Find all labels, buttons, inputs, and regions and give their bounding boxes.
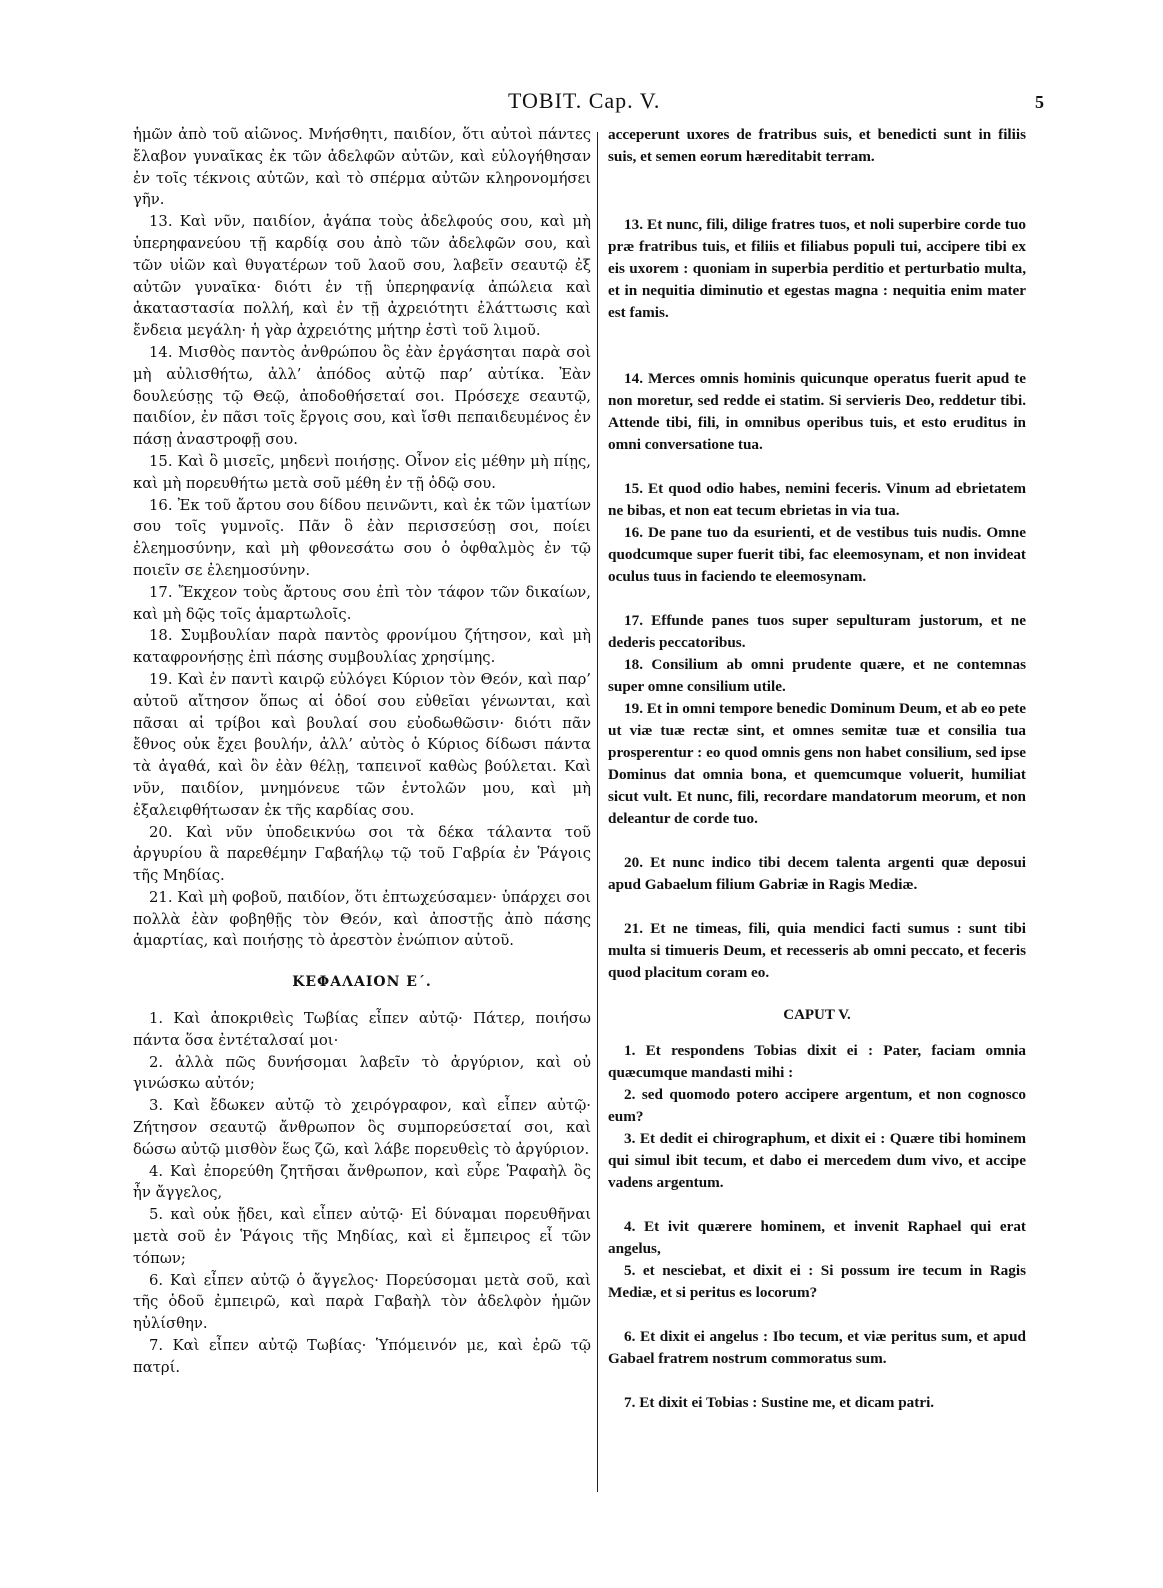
- latin-ch5-verse-2: 2. sed quomodo potero accipere argentum, et non cognosco eum?: [608, 1086, 1026, 1125]
- latin-verse-15: 15. Et quod odio habes, nemini feceris. Vinum ad ebrietatem ne bibas, et non eat tecum ebrietas in via tua.: [608, 480, 1026, 519]
- greek-ch5-verse-7: 7. Καὶ εἶπεν αὐτῷ Τωβίας· Ὑπόμεινόν με, καὶ ἐρῶ τῷ πατρί.: [133, 1337, 591, 1376]
- latin-verse-20: 20. Et nunc indico tibi decem talenta argenti quæ deposui apud Gabaelum filium Gabriæ in Ragis Mediæ.: [608, 854, 1026, 893]
- latin-verse-17: 17. Effunde panes tuos super sepulturam justorum, et ne dederis peccatoribus.: [608, 612, 1026, 651]
- greek-ch5-verse-2: 2. ἀλλὰ πῶς δυνήσομαι λαβεῖν τὸ ἀργύριον, καὶ οὐ γινώσκω αὐτόν;: [133, 1053, 591, 1093]
- greek-verse-17: 17. Ἔκχεον τοὺς ἄρτους σου ἐπὶ τὸν τάφον τῶν δικαίων, καὶ μὴ δῷς τοῖς ἁμαρτωλοῖς.: [133, 583, 591, 623]
- greek-verse-18: 18. Συμβουλίαν παρὰ παντὸς φρονίμου ζήτησον, καὶ μὴ καταφρονήσῃς ἐπὶ πάσης συμβουλίας χρησίμης.: [133, 627, 591, 667]
- latin-ch5-verse-7: 7. Et dixit ei Tobias : Sustine me, et dicam patri.: [624, 1394, 935, 1411]
- latin-verse-14: 14. Merces omnis hominis quicunque operatus fuerit apud te non moretur, sed redde ei statim. Si servieris Deo, reddetur tibi. Attende tibi, fili, in omnibus operibus tuis, et esto eruditus in omni conversatione tua.: [608, 370, 1026, 453]
- greek-verse-21: 21. Καὶ μὴ φοβοῦ, παιδίον, ὅτι ἐπτωχεύσαμεν· ὑπάρχει σοι πολλὰ ἐὰν φοβηθῇς τὸν Θεόν, καὶ ἀποστῇς ἀπὸ πάσης ἁμαρτίας, καὶ ποιήσῃς τὸ ἀρεστὸν ἐνώπιον αὐτοῦ.: [133, 888, 591, 950]
- greek-ch5-verse-3: 3. Καὶ ἔδωκεν αὐτῷ τὸ χειρόγραφον, καὶ εἶπεν αὐτῷ· Ζήτησον σεαυτῷ ἄνθρωπον ὃς συμπορεύσεταί σοι, καὶ δώσω αὐτῷ μισθὸν ἕως ζῶ, καὶ λάβε πορευθεὶς τὸ ἀργύριον.: [133, 1097, 591, 1158]
- greek-ch5-verse-6: 6. Καὶ εἶπεν αὐτῷ ὁ ἄγγελος· Πορεύσομαι μετὰ σοῦ, καὶ τῆς ὁδοῦ ἐμπειρῶ, καὶ παρὰ Γαβαὴλ τὸν ἀδελφὸν ἡμῶν ηὐλίσθην.: [133, 1271, 591, 1333]
- greek-verse-20: 20. Καὶ νῦν ὑποδεικνύω σοι τὰ δέκα τάλαντα τοῦ ἀργυρίου ἃ παρεθέμην Γαβαήλῳ τῷ τοῦ Γαβρία ἐν Ῥάγοις τῆς Μηδίας.: [133, 823, 591, 885]
- greek-verse-16: 16. Ἐκ τοῦ ἄρτου σου δίδου πεινῶντι, καὶ ἐκ τῶν ἱματίων σου τοῖς γυμνοῖς. Πᾶν ὃ ἐὰν περισσεύσῃ σοι, ποίει ἐλεημοσύνην, καὶ μὴ φθονεσάτω σου ὁ ὀφθαλμὸς ἐν τῷ ποιεῖν σε ἐλεημοσύνην.: [133, 496, 591, 579]
- latin-ch5-verse-5: 5. et nesciebat, et dixit ei : Si possum ire tecum in Ragis Mediæ, et si peritus es locorum?: [608, 1262, 1026, 1301]
- latin-verse-18: 18. Consilium ab omni prudente quære, et ne contemnas super omne consilium utile.: [608, 656, 1026, 695]
- page-number: 5: [1035, 92, 1044, 112]
- latin-ch5-verse-1: 1. Et respondens Tobias dixit ei : Pater, faciam omnia quæcumque mandasti mihi :: [608, 1042, 1026, 1081]
- greek-verse-15: 15. Καὶ ὃ μισεῖς, μηδενὶ ποιήσῃς. Οἶνον εἰς μέθην μὴ πίῃς, καὶ μὴ πορευθήτω μετὰ σοῦ μέθη ἐν τῇ ὁδῷ σου.: [133, 452, 591, 492]
- latin-verse-13: 13. Et nunc, fili, dilige fratres tuos, et noli superbire corde tuo præ fratribus tuis, et filiis et filiabus populi tui, accipere tibi ex eis uxorem : quoniam in superbia perditio et perturbatio multa, et in nequitia diminutio et egestas magna : nequitia enim mater est famis.: [608, 216, 1026, 321]
- latin-verse-19: 19. Et in omni tempore benedic Dominum Deum, et ab eo pete ut viæ tuæ rectæ sint, et omnes semitæ tuæ et consilia tua prosperentur : eo quod omnis gens non habet consilium, sed ipse Dominus dat omnia bona, et quemcumque voluerit, humiliat sicut vult. Et nunc, fili, recordare mandatorum meorum, et non deleantur de corde tuo.: [608, 700, 1026, 827]
- greek-ch5-verse-1: 1. Καὶ ἀποκριθεὶς Τωβίας εἶπεν αὐτῷ· Πάτερ, ποιήσω πάντα ὅσα ἐντέταλσαί μοι·: [133, 1010, 591, 1049]
- running-head: [0, 88, 1163, 118]
- greek-ch5-verse-4: 4. Καὶ ἐπορεύθη ζητῆσαι ἄνθρωπον, καὶ εὗρε Ῥαφαὴλ ὃς ἦν ἄγγελος,: [133, 1162, 591, 1202]
- latin-ch5-verse-4: 4. Et ivit quærere hominem, et invenit Raphael qui erat angelus,: [608, 1218, 1026, 1257]
- latin-ch5-verse-3: 3. Et dedit ei chirographum, et dixit ei : Quære tibi hominem qui simul ibit tecum, et dabo ei mercedem dum vivo, et accipe vadens argentum.: [608, 1130, 1026, 1191]
- latin-verse-21: 21. Et ne timeas, fili, quia mendici facti sumus : sunt tibi multa si timueris Deum, et recesseris ab omni peccato, et feceris quod placitum coram eo.: [608, 920, 1026, 981]
- latin-continuation: acceperunt uxores de fratribus suis, et benedicti sunt in filiis suis, et semen eorum hæreditabit terram.: [608, 126, 1026, 165]
- greek-verse-19: 19. Καὶ ἐν παντὶ καιρῷ εὐλόγει Κύριον τὸν Θεόν, καὶ παρ’ αὐτοῦ αἴτησον ὅπως αἱ ὁδοί σου εὐθεῖαι γένωνται, καὶ πᾶσαι αἱ τρίβοι καὶ βουλαί σου εὐοδωθῶσιν· διότι πᾶν ἔθνος οὐκ ἔχει βουλήν, ἀλλ’ αὐτὸς ὁ Κύριος δίδωσι πάντα τὰ ἀγαθά, καὶ ὃν ἐὰν θέλῃ, ταπεινοῖ καθὼς βούλεται. Καὶ νῦν, παιδίον, μνημόνευε τῶν ἐντολῶν μου, καὶ μὴ ἐξαλειφθήτωσαν ἐκ τῆς καρδίας σου.: [133, 670, 591, 819]
- greek-verse-13: 13. Καὶ νῦν, παιδίον, ἀγάπα τοὺς ἀδελφούς σου, καὶ μὴ ὑπερηφανεύου τῇ καρδίᾳ σου ἀπὸ τῶν ἀδελφῶν σου, καὶ τῶν υἱῶν καὶ θυγατέρων τοῦ λαοῦ σου, λαβεῖν σεαυτῷ ἐξ αὐτῶν γυναῖκα· διότι ἐν τῇ ὑπερηφανίᾳ ἀπώλεια καὶ ἀκαταστασία πολλή, καὶ ἐν τῇ ἀχρειότητι ἐλάττωσις καὶ ἔνδεια μεγάλη· ἡ γὰρ ἀχρειότης μήτηρ ἐστὶ τοῦ λιμοῦ.: [133, 213, 591, 340]
- greek-continuation: ἡμῶν ἀπὸ τοῦ αἰῶνος. Μνήσθητι, παιδίον, ὅτι αὐτοὶ πάντες ἔλαβον γυναῖκας ἐκ τῶν ἀδελφῶν αὐτῶν, καὶ εὐλογήθησαν ἐν τοῖς τέκνοις αὐτῶν, καὶ τὸ σπέρμα αὐτῶν κληρονομήσει γῆν.: [133, 126, 591, 209]
- greek-ch5-verse-5: 5. καὶ οὐκ ᾔδει, καὶ εἶπεν αὐτῷ· Εἰ δύναμαι πορευθῆναι μετὰ σοῦ ἐν Ῥάγοις τῆς Μηδίας, καὶ εἰ ἔμπειρος εἶ τῶν τόπων;: [133, 1206, 591, 1267]
- latin-chapter-heading: CAPUT V.: [783, 1007, 851, 1023]
- latin-column: [608, 124, 1026, 1414]
- column-divider: [597, 132, 598, 1492]
- running-title: TOBIT. Cap. V.: [508, 88, 661, 113]
- greek-chapter-heading: ΚΕΦΑΛΑΙΟΝ Ε΄.: [292, 974, 432, 991]
- latin-ch5-verse-6: 6. Et dixit ei angelus : Ibo tecum, et viæ peritus sum, et apud Gabael fratrem nostrum commoratus sum.: [608, 1328, 1026, 1367]
- greek-verse-14: 14. Μισθὸς παντὸς ἀνθρώπου ὃς ἐὰν ἐργάσηται παρὰ σοὶ μὴ αὐλισθήτω, ἀλλ’ ἀπόδος αὐτῷ παρ’ αὐτίκα. Ἐὰν δουλεύσῃς τῷ Θεῷ, ἀποδοθήσεταί σοι. Πρόσεχε σεαυτῷ, παιδίον, ἐν πᾶσι τοῖς ἔργοις σου, καὶ ἴσθι πεπαιδευμένος ἐν πάσῃ ἀναστροφῇ σου.: [133, 343, 591, 449]
- greek-column: [133, 124, 591, 1379]
- latin-verse-16: 16. De pane tuo da esurienti, et de vestibus tuis nudis. Omne quodcumque super fuerit tibi, fac eleemosynam, et non invideat oculus tuus in faciendo te eleemosynam.: [608, 524, 1026, 585]
